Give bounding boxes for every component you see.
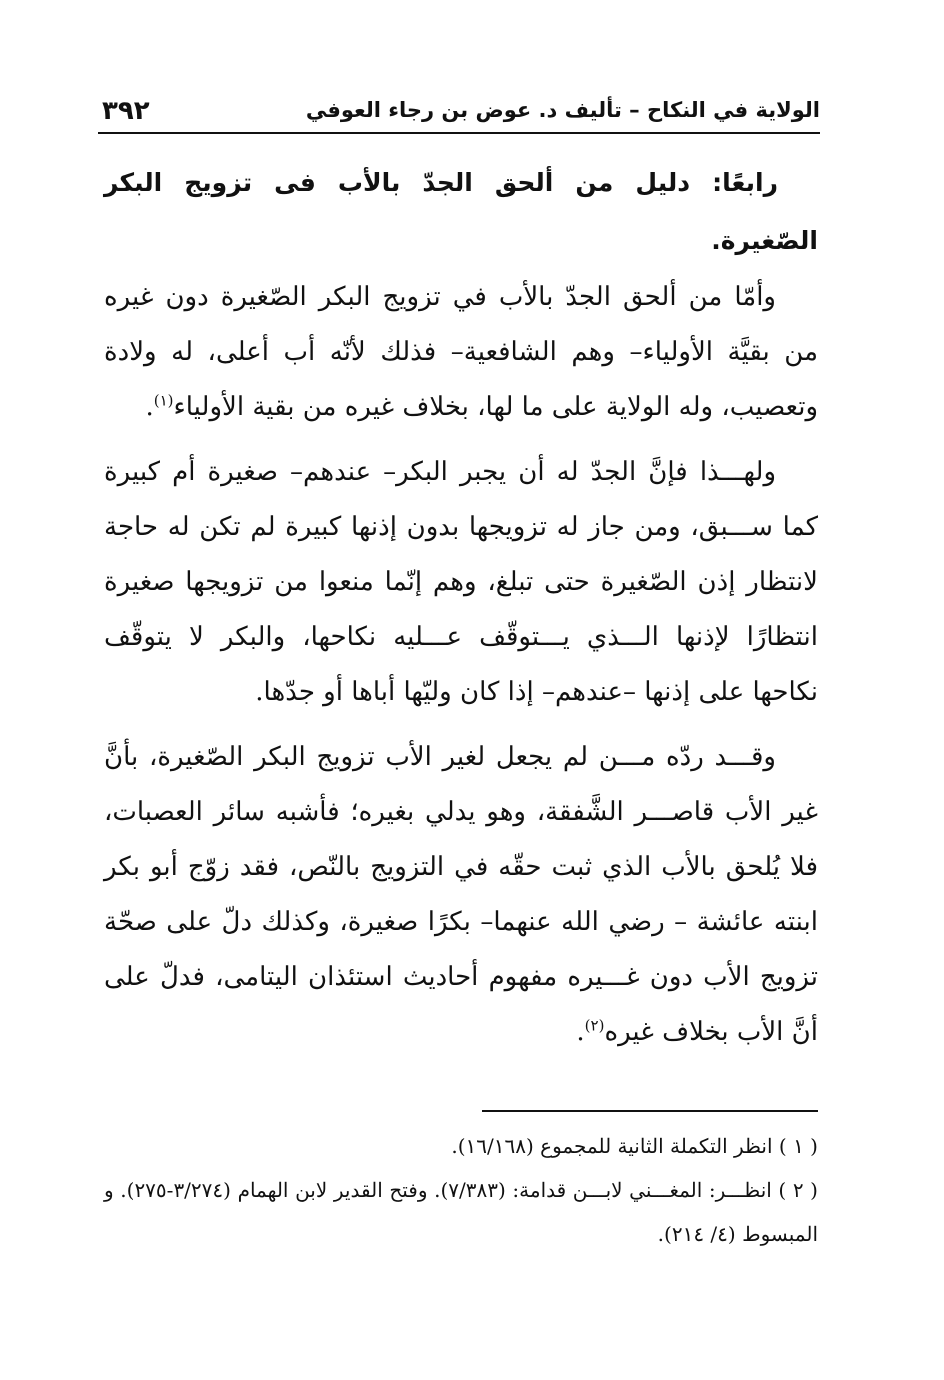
footnote-ref-2[interactable]: (٢) xyxy=(584,1016,605,1035)
footnote-ref-1[interactable]: (١) xyxy=(153,391,174,410)
paragraph-3: وقـــد ردّه مـــن لم يجعل لغير الأب تزويج البكر الصّغيرة، بأنَّ غير الأب قاصـــر الشَّفقة، وهو يدلي بغيره؛ فأشبه سائر العصبات، فلا يُلحق بالأب الذي ثبت حقّه في التزويج بالنّص، فقد زوّج أبو بكر ابنته عائشة – رضي الله عنهما– بكرًا صغيرة، وكذلك دلّ على صحّة تزويج الأب دون غـــيره مفهوم أحاديث استئذان اليتامى، فدلّ على أنَّ الأب بخلاف غيره$^{(٢)}$. xyxy=(104,742,818,1047)
main-text xyxy=(104,154,818,1060)
paragraph-1-text: وأمّا من ألحق الجدّ بالأب في تزويج البكر الصّغيرة دون غيره من بقيَّة الأولياء– وهم الشافعية– فذلك لأنّه أب أعلى، له ولادة وتعصيب، وله الولاية على ما لها، بخلاف غيره من بقية الأولياء xyxy=(104,282,818,422)
footnote-1: ( ١ ) انظر التكملة الثانية للمجموع (١٦/١٦٨). xyxy=(451,1134,818,1158)
page-number: ٣٩٢ xyxy=(102,96,150,126)
section-heading: رابعًا: دليل من ألحق الجدّ بالأب فى تزويج البكر الصّغيرة. xyxy=(104,168,818,255)
footnote-rule xyxy=(482,1110,818,1112)
paragraph-3-text: وقـــد ردّه مـــن لم يجعل لغير الأب تزويج البكر الصّغيرة، بأنَّ غير الأب قاصـــر الشَّفقة، وهو يدلي بغيره؛ فأشبه سائر العصبات، فلا يُلحق بالأب الذي ثبت حقّه في التزويج بالنّص، فقد زوّج أبو بكر ابنته عائشة – رضي الله عنهما– بكرًا صغيرة، وكذلك دلّ على صحّة تزويج الأب دون غـــيره مفهوم أحاديث استئذان اليتامى، فدلّ على أنَّ الأب بخلاف غيره xyxy=(104,742,818,1047)
paragraph-2: ولهـــذا فإنَّ الجدّ له أن يجبر البكر– عندهم– صغيرة أم كبيرة كما ســـبق، ومن جاز له تزويجها بدون إذنها كبيرة لم تكن له حاجة لانتظار إذن الصّغيرة حتى تبلغ، وهم إنّما منعوا من تزويجها صغيرة انتظارًا لإذنها الـــذي يـــتوقّف عـــليه نكاحها، والبكر لا يتوقّف نكاحها على إذنها –عندهم– إذا كان وليّها أباها أو جدّها. xyxy=(104,457,818,707)
footnotes xyxy=(104,1124,818,1256)
running-title: الولاية في النكاح – تأليف د. عوض بن رجاء العوفي xyxy=(305,98,820,122)
footnote-2: ( ٢ ) انظـــر: المغـــني لابـــن قدامة: (٧/٣٨٣). وفتح القدير لابن الهمام (٣/٢٧٤-٢٧٥). و المبسوط (٤/ ٢١٤). xyxy=(104,1178,818,1246)
header-rule xyxy=(98,132,820,134)
page-header xyxy=(100,96,820,132)
paragraph-1: وأمّا من ألحق الجدّ بالأب في تزويج البكر الصّغيرة دون غيره من بقيَّة الأولياء– وهم الشافعية– فذلك لأنّه أب أعلى، له ولادة وتعصيب، وله الولاية على ما لها، بخلاف غيره من بقية الأولياء$^{(١)}$. xyxy=(104,282,818,422)
